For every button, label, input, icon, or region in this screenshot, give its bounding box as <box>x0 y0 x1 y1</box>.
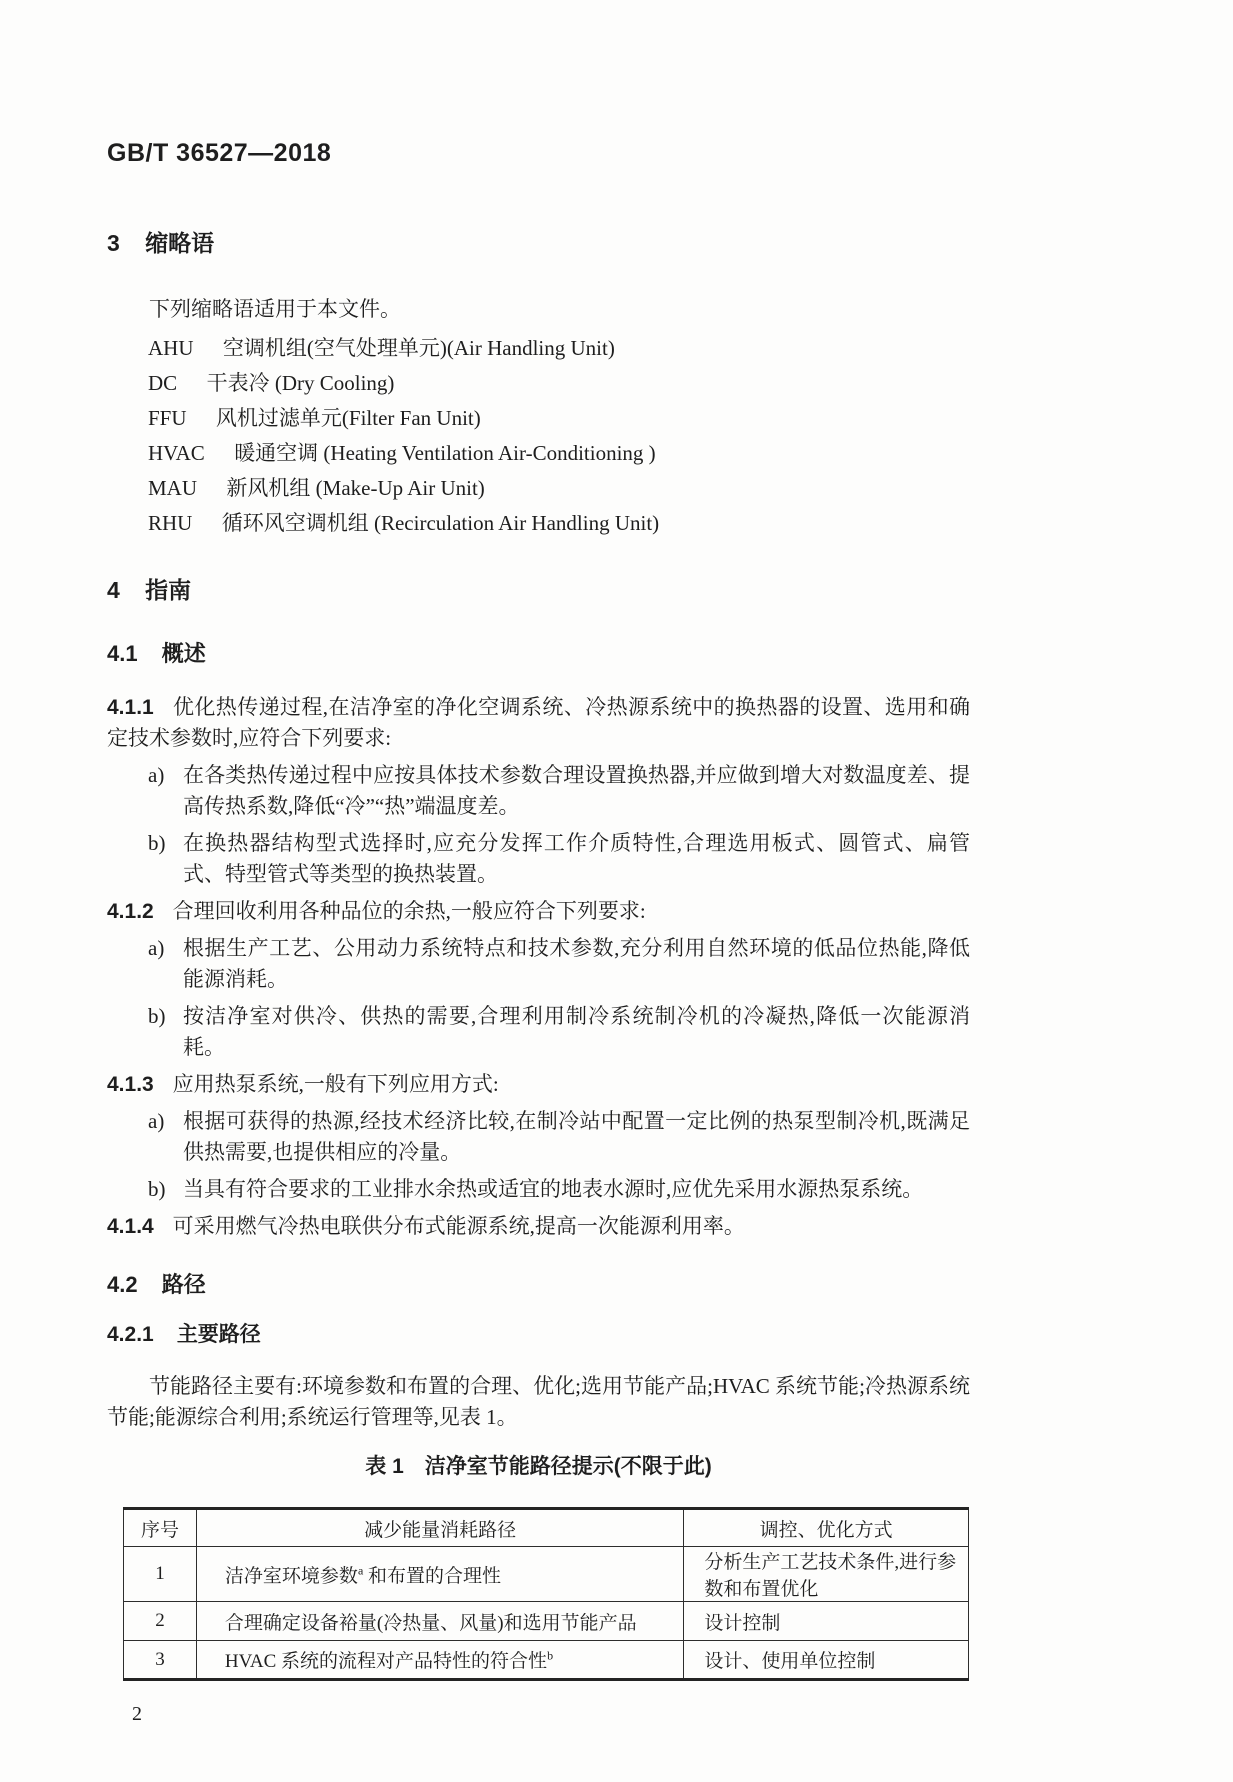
abbreviation-code: DC <box>148 371 178 395</box>
page-content <box>107 140 970 1727</box>
list-item-text: 根据可获得的热源,经技术经济比较,在制冷站中配置一定比例的热泵型制冷机,既满足供热需要,也提供相应的冷量。 <box>183 1109 970 1164</box>
clause-text: 合理回收利用各种品位的余热,一般应符合下列要求: <box>172 899 646 923</box>
clause <box>107 1069 970 1100</box>
list-item-text: 按洁净室对供冷、供热的需要,合理利用制冷系统制冷机的冷凝热,降低一次能源消耗。 <box>183 1004 970 1059</box>
section-4-2-1-number: 4.2.1 <box>107 1323 154 1346</box>
energy-saving-paths-table <box>123 1507 969 1681</box>
standard-number: GB/T 36527—2018 <box>107 139 332 167</box>
list-item-label: a) <box>148 936 165 960</box>
abbreviation-row <box>107 366 970 401</box>
abbreviation-code: RHU <box>148 511 193 535</box>
list-item <box>107 1174 970 1205</box>
list-item-label: a) <box>148 763 165 787</box>
clause-text: 优化热传递过程,在洁净室的净化空调系统、冷热源系统中的换热器的设置、选用和确定技术参数时,应符合下列要求: <box>107 695 970 750</box>
table-header-cell: 减少能量消耗路径 <box>196 1509 683 1547</box>
section-4-heading <box>107 577 970 603</box>
section-4-1-heading <box>107 641 970 666</box>
abbreviation-list <box>107 331 970 541</box>
list-item-text: 在换热器结构型式选择时,应充分发挥工作介质特性,合理选用板式、圆管式、扁管式、特型管式等类型的换热装置。 <box>183 831 970 886</box>
abbreviation-definition: 风机过滤单元(Filter Fan Unit) <box>215 406 481 430</box>
abbreviation-row <box>107 401 970 436</box>
clause <box>107 1211 970 1242</box>
table-row <box>124 1602 969 1641</box>
clause-number: 4.1.4 <box>107 1215 154 1238</box>
list-item <box>107 828 970 890</box>
table-row <box>124 1641 969 1680</box>
table-row <box>124 1547 969 1602</box>
abbreviation-code: FFU <box>148 406 187 430</box>
section-4-2-1-title: 主要路径 <box>176 1323 261 1346</box>
table-header-row <box>124 1509 969 1547</box>
section-4-2-heading <box>107 1272 970 1297</box>
clause-number: 4.1.3 <box>107 1073 154 1096</box>
table-cell: 2 <box>124 1602 197 1641</box>
table-header-cell: 序号 <box>124 1509 197 1547</box>
clause-number: 4.1.1 <box>107 696 154 719</box>
section-4-number: 4 <box>107 577 120 603</box>
section-3-title: 缩略语 <box>145 230 215 256</box>
section-3-heading <box>107 230 970 256</box>
section-4-1-title: 概述 <box>161 641 206 666</box>
clause-number: 4.1.2 <box>107 900 154 923</box>
table-cell: 合理确定设备裕量(冷热量、风量)和选用节能产品 <box>196 1602 683 1641</box>
clause-text: 应用热泵系统,一般有下列应用方式: <box>172 1072 499 1096</box>
section-4-2-1-heading <box>107 1323 970 1347</box>
abbreviation-code: MAU <box>148 476 198 500</box>
list-item <box>107 933 970 995</box>
footnote-marker: a <box>357 1563 364 1578</box>
table-cell: 3 <box>124 1641 197 1680</box>
list-item <box>107 760 970 822</box>
table-caption <box>107 1455 970 1479</box>
list-item-text: 当具有符合要求的工业排水余热或适宜的地表水源时,应优先采用水源热泵系统。 <box>183 1177 924 1201</box>
list-item-label: b) <box>148 831 166 855</box>
table-cell: 设计、使用单位控制 <box>684 1641 969 1680</box>
clause-text: 可采用燃气冷热电联供分布式能源系统,提高一次能源利用率。 <box>172 1214 745 1238</box>
abbreviation-definition: 干表冷 (Dry Cooling) <box>206 371 395 395</box>
list-item-label: b) <box>148 1177 166 1201</box>
list-item <box>107 1106 970 1168</box>
abbreviation-row <box>107 506 970 541</box>
section-3-number: 3 <box>107 230 120 256</box>
clause <box>107 896 970 927</box>
table-cell: 洁净室环境参数$^a$ 和布置的合理性 <box>196 1547 683 1602</box>
abbreviation-code: HVAC <box>148 441 205 465</box>
abbreviation-definition: 新风机组 (Make-Up Air Unit) <box>226 476 485 500</box>
table-cell: 分析生产工艺技术条件,进行参数和布置优化 <box>684 1547 969 1602</box>
abbreviation-definition: 空调机组(空气处理单元)(Air Handling Unit) <box>222 336 615 360</box>
list-item-label: a) <box>148 1109 165 1133</box>
list-item-text: 在各类热传递过程中应按具体技术参数合理设置换热器,并应做到增大对数温度差、提高传热系数,降低“冷”“热”端温度差。 <box>183 763 970 818</box>
abbreviation-definition: 暖通空调 (Heating Ventilation Air-Conditioning ) <box>234 441 656 465</box>
abbreviation-row <box>107 331 970 366</box>
section-4-2-number: 4.2 <box>107 1272 138 1297</box>
table-cell: HVAC 系统的流程对产品特性的符合性$^b$ <box>196 1641 683 1680</box>
list-item-label: b) <box>148 1004 166 1028</box>
list-item <box>107 1001 970 1063</box>
section-4-1-number: 4.1 <box>107 641 138 666</box>
section-4-title: 指南 <box>145 577 192 603</box>
abbreviation-definition: 循环风空调机组 (Recirculation Air Handling Unit) <box>221 511 660 535</box>
clause <box>107 692 970 754</box>
section-4-2-title: 路径 <box>161 1272 206 1297</box>
table-caption-title: 洁净室节能路径提示(不限于此) <box>424 1455 712 1478</box>
table-cell: 设计控制 <box>684 1602 969 1641</box>
page-number: 2 <box>132 1703 142 1725</box>
table-caption-label: 表 1 <box>365 1455 404 1478</box>
clause-list <box>107 692 970 1242</box>
table-cell: 1 <box>124 1547 197 1602</box>
abbr-intro: 下列缩略语适用于本文件。 <box>149 297 401 321</box>
paths-paragraph: 节能路径主要有:环境参数和布置的合理、优化;选用节能产品;HVAC 系统节能;冷热源系统节能;能源综合利用;系统运行管理等,见表 1。 <box>107 1374 970 1429</box>
abbreviation-row <box>107 436 970 471</box>
abbreviation-row <box>107 471 970 506</box>
table-header-cell: 调控、优化方式 <box>684 1509 969 1547</box>
abbreviation-code: AHU <box>148 336 194 360</box>
footnote-marker: b <box>547 1648 554 1663</box>
list-item-text: 根据生产工艺、公用动力系统特点和技术参数,充分利用自然环境的低品位热能,降低能源消耗。 <box>183 936 970 991</box>
